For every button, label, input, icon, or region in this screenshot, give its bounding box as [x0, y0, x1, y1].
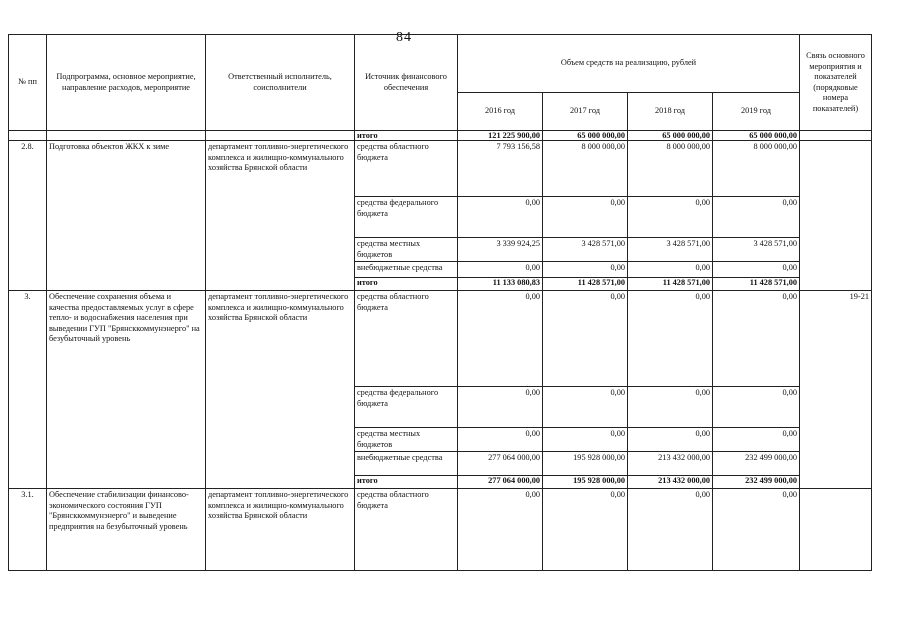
source-cell: средства федерального бюджета	[355, 197, 458, 238]
value-cell: 0,00	[713, 428, 800, 452]
header-source: Источник финансового обеспечения	[355, 35, 458, 131]
source-cell: средства областного бюджета	[355, 489, 458, 571]
value-cell: 11 428 571,00	[543, 278, 628, 291]
header-link: Связь основного мероприятия и показателей (порядковые номера показателей)	[800, 35, 872, 131]
value-cell: 0,00	[713, 262, 800, 278]
indicator-link: 19-21	[800, 291, 872, 387]
value-cell: 0,00	[713, 197, 800, 238]
value-cell: 0,00	[628, 387, 713, 428]
value-cell: 3 428 571,00	[543, 238, 628, 262]
table-row	[9, 197, 872, 238]
value-cell: 0,00	[628, 197, 713, 238]
table-row	[9, 452, 872, 476]
value-cell: 0,00	[628, 428, 713, 452]
table-row-total	[9, 278, 872, 291]
row-number: 3.1.	[9, 489, 47, 571]
table-row	[9, 141, 872, 197]
source-cell: внебюджетные средства	[355, 262, 458, 278]
value-cell: 0,00	[543, 197, 628, 238]
table-row-total	[9, 131, 872, 141]
value-cell: 8 000 000,00	[713, 141, 800, 197]
value-cell: 121 225 900,00	[458, 131, 543, 141]
header-year: 2017 год	[543, 93, 628, 131]
value-cell: 213 432 000,00	[628, 452, 713, 476]
value-cell: 8 000 000,00	[543, 141, 628, 197]
header-volume: Объем средств на реализацию, рублей	[458, 35, 800, 93]
row-number: 3.	[9, 291, 47, 387]
table-header-row	[9, 35, 872, 93]
value-cell: 0,00	[628, 262, 713, 278]
value-cell: 7 793 156,58	[458, 141, 543, 197]
header-year: 2018 год	[628, 93, 713, 131]
source-cell: итого	[355, 278, 458, 291]
source-cell: средства областного бюджета	[355, 141, 458, 197]
value-cell: 3 428 571,00	[628, 238, 713, 262]
value-cell: 0,00	[458, 291, 543, 387]
value-cell: 11 133 080,83	[458, 278, 543, 291]
value-cell: 277 064 000,00	[458, 452, 543, 476]
value-cell: 3 428 571,00	[713, 238, 800, 262]
value-cell: 0,00	[543, 428, 628, 452]
value-cell: 277 064 000,00	[458, 476, 543, 489]
value-cell: 0,00	[713, 291, 800, 387]
row-responsible: департамент топливно-энергетического комплекса и жилищно-коммунального хозяйства Брянской области	[206, 489, 355, 571]
source-cell: итого	[355, 131, 458, 141]
source-cell: средства местных бюджетов	[355, 238, 458, 262]
value-cell: 195 928 000,00	[543, 476, 628, 489]
table-row	[9, 428, 872, 452]
table-row-total	[9, 476, 872, 489]
value-cell: 0,00	[543, 387, 628, 428]
value-cell: 0,00	[458, 262, 543, 278]
row-name: Обеспечение стабилизации финансово- экономического состояния ГУП "Брянсккоммунэнерго" и выведение предприятия на безубыточный уровень	[47, 489, 206, 571]
value-cell: 11 428 571,00	[628, 278, 713, 291]
value-cell: 0,00	[458, 387, 543, 428]
row-responsible: департамент топливно-энергетического комплекса и жилищно-коммунального хозяйства Брянской области	[206, 291, 355, 387]
value-cell: 0,00	[713, 387, 800, 428]
page-number: 84	[396, 30, 412, 45]
source-cell: итого	[355, 476, 458, 489]
value-cell: 232 499 000,00	[713, 452, 800, 476]
value-cell: 8 000 000,00	[628, 141, 713, 197]
value-cell: 0,00	[628, 291, 713, 387]
value-cell: 0,00	[458, 428, 543, 452]
financing-table	[8, 34, 872, 571]
row-responsible: департамент топливно-энергетического комплекса и жилищно-коммунального хозяйства Брянской области	[206, 141, 355, 197]
table-row	[9, 387, 872, 428]
source-cell: средства федерального бюджета	[355, 387, 458, 428]
value-cell: 65 000 000,00	[713, 131, 800, 141]
value-cell: 0,00	[543, 262, 628, 278]
row-number: 2.8.	[9, 141, 47, 197]
table-row	[9, 291, 872, 387]
table-row	[9, 238, 872, 262]
value-cell: 3 339 924,25	[458, 238, 543, 262]
value-cell: 0,00	[628, 489, 713, 571]
source-cell: средства областного бюджета	[355, 291, 458, 387]
row-name: Подготовка объектов ЖКХ к зиме	[47, 141, 206, 197]
value-cell: 0,00	[458, 197, 543, 238]
value-cell: 213 432 000,00	[628, 476, 713, 489]
header-num: № пп	[9, 35, 47, 131]
value-cell: 65 000 000,00	[628, 131, 713, 141]
value-cell: 65 000 000,00	[543, 131, 628, 141]
value-cell: 0,00	[543, 489, 628, 571]
header-program: Подпрограмма, основное мероприятие, направление расходов, мероприятие	[47, 35, 206, 131]
value-cell: 0,00	[713, 489, 800, 571]
value-cell: 11 428 571,00	[713, 278, 800, 291]
header-year: 2016 год	[458, 93, 543, 131]
header-year: 2019 год	[713, 93, 800, 131]
table-row	[9, 489, 872, 571]
table-row	[9, 262, 872, 278]
header-responsible: Ответственный исполнитель, соисполнители	[206, 35, 355, 131]
value-cell: 232 499 000,00	[713, 476, 800, 489]
source-cell: средства местных бюджетов	[355, 428, 458, 452]
value-cell: 0,00	[458, 489, 543, 571]
value-cell: 195 928 000,00	[543, 452, 628, 476]
source-cell: внебюджетные средства	[355, 452, 458, 476]
value-cell: 0,00	[543, 291, 628, 387]
row-name: Обеспечение сохранения объема и качества предоставляемых услуг в сфере тепло- и водоснабжения населения при выведении ГУП "Брянсккоммунэнерго" на безубыточный уровень	[47, 291, 206, 387]
